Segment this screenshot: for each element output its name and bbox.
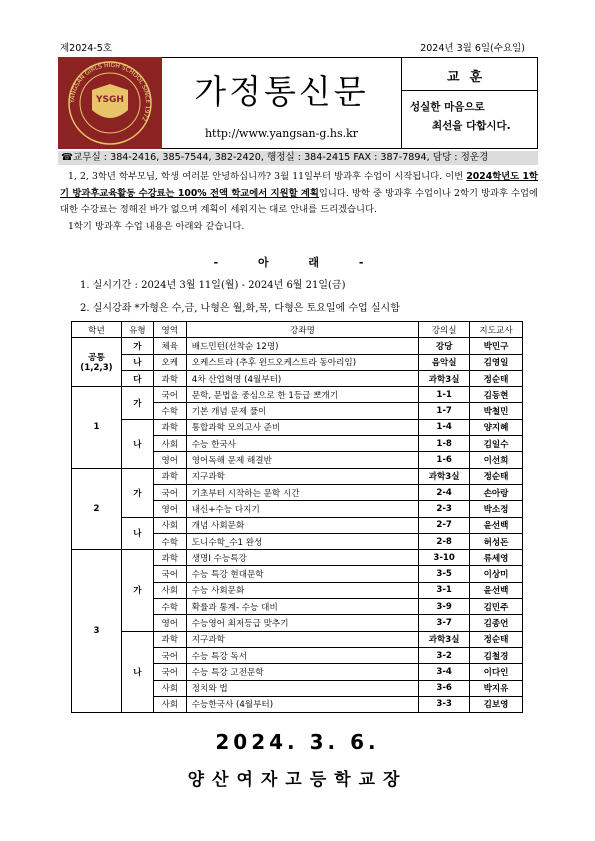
area-cell: 수학 (153, 599, 186, 615)
course-name-cell: 기본 개념 문제 풀이 (186, 403, 418, 419)
room-cell: 과학3실 (419, 370, 470, 386)
course-name-cell: 수능영어 최저등급 맞추기 (186, 615, 418, 631)
course-name-cell: 수능 특강 독서 (186, 647, 418, 663)
teacher-cell: 김영일 (470, 354, 523, 370)
grade-label: (1,2,3) (80, 363, 113, 374)
teacher-cell: 허성돈 (470, 533, 523, 549)
grade-label: 1 (93, 422, 100, 433)
teacher-cell: 박철민 (470, 403, 523, 419)
table-body (72, 338, 523, 713)
teacher-cell: 이다인 (470, 664, 523, 680)
teacher-cell: 김종언 (470, 615, 523, 631)
course-name-cell: 수능 사회문화 (186, 582, 418, 598)
type-cell: 나 (121, 517, 153, 550)
grade-label: 2 (93, 503, 100, 514)
room-cell: 3-7 (419, 615, 470, 631)
grade-label: 3 (93, 626, 100, 637)
header-course: 강좌명 (186, 322, 418, 338)
motto-line-1: 성실한 마음으로 (410, 101, 485, 113)
doc-date: 2024년 3월 6일(수요일) (420, 43, 525, 54)
intro-p1-b: 입니다. 방학 중 방과후 수업이나 2학기 방과후 수업에 대한 수강료는 정해진 바가 없으며 계획이 세워지는 대로 안내를 드리겠습니다. (60, 187, 538, 215)
teacher-cell: 김철경 (470, 647, 523, 663)
intro-paragraph-2: 1학기 방과후 수업 내용은 아래와 같습니다. (68, 220, 245, 232)
course-name-cell: 문학, 문법을 중심으로 한 1등급 뽀개기 (186, 387, 418, 403)
area-cell: 국어 (153, 566, 186, 582)
room-cell: 과학3실 (419, 631, 470, 647)
room-cell: 3-9 (419, 599, 470, 615)
type-cell: 나 (121, 419, 153, 468)
area-cell: 오케 (153, 354, 186, 370)
area-cell: 과학 (153, 468, 186, 484)
room-cell: 3-4 (419, 664, 470, 680)
area-cell: 국어 (153, 647, 186, 663)
area-cell: 영어 (153, 501, 186, 517)
area-cell: 사회 (153, 436, 186, 452)
intro-text (60, 169, 538, 235)
teacher-cell: 윤선백 (470, 517, 523, 533)
area-cell: 수학 (153, 403, 186, 419)
course-name-cell: 수능 한국사 (186, 436, 418, 452)
teacher-cell: 양지혜 (470, 419, 523, 435)
room-cell: 음악실 (419, 354, 470, 370)
course-name-cell: 영어독해 문제 해결반 (186, 452, 418, 468)
area-cell: 과학 (153, 550, 186, 566)
table-header-row (72, 322, 523, 338)
course-name-cell: 정치와 법 (186, 680, 418, 696)
header-teacher: 지도교사 (470, 322, 523, 338)
grade-cell (72, 387, 122, 468)
area-cell: 수학 (153, 533, 186, 549)
doc-number: 제2024-5호 (60, 43, 113, 54)
course-name-cell: 수능 특강 고전문학 (186, 664, 418, 680)
table-row (72, 517, 523, 533)
intro-p1-a: 1, 2, 3학년 학부모님, 학생 여러분 안녕하십니까? 3월 11일부터 방과후 수업이 시작됩니다. 이번 (68, 171, 467, 182)
type-cell: 가 (121, 387, 153, 420)
school-emblem-icon (62, 60, 158, 146)
logo-emblem-text: YSGH (96, 95, 124, 105)
grade-cell (72, 550, 122, 713)
area-cell: 과학 (153, 631, 186, 647)
type-cell: 가 (121, 338, 153, 354)
motto-line-2: 최선을 다합시다. (432, 120, 511, 132)
header-grade: 학년 (72, 322, 122, 338)
area-cell: 국어 (153, 664, 186, 680)
teacher-cell: 박민구 (470, 338, 523, 354)
teacher-cell: 정순태 (470, 631, 523, 647)
intro-paragraph-1 (60, 169, 538, 219)
grade-cell (72, 338, 122, 387)
course-name-cell: 내신+수능 다지기 (186, 501, 418, 517)
type-cell: 나 (121, 354, 153, 370)
header-type: 유형 (121, 322, 153, 338)
area-cell: 체육 (153, 338, 186, 354)
school-url[interactable]: http://www.yangsan-g.hs.kr (204, 127, 359, 140)
area-cell: 국어 (153, 387, 186, 403)
header-area: 영역 (153, 322, 186, 338)
room-cell: 2-7 (419, 517, 470, 533)
course-name-cell: 지구과학 (186, 631, 418, 647)
course-name-cell: 수능 특강 현대문학 (186, 566, 418, 582)
type-cell: 다 (121, 370, 153, 386)
school-name: 양산여자고등학교장 (187, 770, 408, 790)
course-name-cell: 4차 산업혁명 (4월부터) (186, 370, 418, 386)
type-cell: 가 (121, 468, 153, 517)
room-cell: 2-8 (419, 533, 470, 549)
room-cell: 3-10 (419, 550, 470, 566)
doc-meta (60, 40, 525, 54)
room-cell: 1-4 (419, 419, 470, 435)
type-cell: 가 (121, 550, 153, 631)
teacher-cell: 김보영 (470, 696, 523, 712)
motto-panel (402, 57, 538, 149)
teacher-cell: 박소정 (470, 501, 523, 517)
teacher-cell: 김민주 (470, 599, 523, 615)
room-cell: 3-6 (419, 680, 470, 696)
room-cell: 3-1 (419, 582, 470, 598)
teacher-cell: 류세영 (470, 550, 523, 566)
logo-ring-text: YANGSAN GIRLS HIGH SCHOOL SINCE 1972 (68, 61, 152, 123)
course-name-cell: 오케스트라 (추후 윈드오케스트라 동아리임) (186, 354, 418, 370)
course-name-cell: 개념 사회문화 (186, 517, 418, 533)
course-name-cell: 수능한국사 (4월부터) (186, 696, 418, 712)
area-cell: 사회 (153, 696, 186, 712)
title-panel (162, 57, 402, 149)
table-row (72, 354, 523, 370)
teacher-cell: 박지유 (470, 680, 523, 696)
area-cell: 과학 (153, 370, 186, 386)
type-cell: 나 (121, 631, 153, 712)
room-cell: 1-7 (419, 403, 470, 419)
grade-label: 공통 (88, 353, 105, 364)
room-cell: 3-2 (419, 647, 470, 663)
teacher-cell: 이상미 (470, 566, 523, 582)
area-cell: 과학 (153, 419, 186, 435)
table-row (72, 550, 523, 566)
course-name-cell: 생명Ⅰ 수능특강 (186, 550, 418, 566)
motto-title: 교훈 (446, 70, 493, 85)
area-cell: 사회 (153, 582, 186, 598)
school-logo (58, 57, 162, 149)
room-cell: 3-5 (419, 566, 470, 582)
section-heading: - 아 래 - (213, 256, 382, 269)
teacher-cell: 정순태 (470, 370, 523, 386)
letterhead (58, 57, 538, 149)
course-name-cell: 지구과학 (186, 468, 418, 484)
area-cell: 영어 (153, 452, 186, 468)
room-cell: 2-4 (419, 484, 470, 500)
period-item: 1. 실시기간 : 2024년 3월 11일(월) - 2024년 6월 21일(금) (80, 280, 346, 291)
courses-item: 2. 실시강좌 *가형은 수,금, 나형은 월,화,목, 다형은 토요일에 수업 실시함 (80, 303, 400, 314)
grade-cell (72, 468, 122, 549)
room-cell: 1-8 (419, 436, 470, 452)
teacher-cell: 윤선백 (470, 582, 523, 598)
teacher-cell: 김동현 (470, 387, 523, 403)
course-name-cell: 확률과 통계- 수능 대비 (186, 599, 418, 615)
course-name-cell: 통합과학 모의고사 준비 (186, 419, 418, 435)
closing-date: 2024. 3. 6. (215, 730, 380, 754)
header-room: 강의실 (419, 322, 470, 338)
teacher-cell: 김일수 (470, 436, 523, 452)
table-row (72, 387, 523, 403)
room-cell: 2-3 (419, 501, 470, 517)
table-row (72, 468, 523, 484)
room-cell: 과학3실 (419, 468, 470, 484)
teacher-cell: 이선희 (470, 452, 523, 468)
room-cell: 1-1 (419, 387, 470, 403)
area-cell: 영어 (153, 615, 186, 631)
contact-bar: ☎교무실 : 384-2416, 385-7544, 382-2420, 행정실 : 384-2415 FAX : 387-7894, 담당 : 정운경 (58, 151, 538, 165)
area-cell: 사회 (153, 680, 186, 696)
room-cell: 1-6 (419, 452, 470, 468)
area-cell: 국어 (153, 484, 186, 500)
teacher-cell: 정순태 (470, 468, 523, 484)
funding-highlight: 2024학년도 1학기 방과후교육활동 수강료는 100% 전액 학교에서 지원할 계획 (60, 171, 538, 199)
course-name-cell: 도니수학_수1 완성 (186, 533, 418, 549)
table-row (72, 338, 523, 354)
room-cell: 강당 (419, 338, 470, 354)
table-row (72, 631, 523, 647)
table-row (72, 419, 523, 435)
table-row (72, 370, 523, 386)
area-cell: 사회 (153, 517, 186, 533)
course-name-cell: 배드민턴(선착순 12명) (186, 338, 418, 354)
room-cell: 3-3 (419, 696, 470, 712)
course-table (71, 321, 523, 713)
motto-divider (402, 90, 537, 91)
teacher-cell: 손아랑 (470, 484, 523, 500)
course-name-cell: 기초부터 시작하는 문학 시간 (186, 484, 418, 500)
page-title: 가정통신문 (194, 72, 369, 111)
